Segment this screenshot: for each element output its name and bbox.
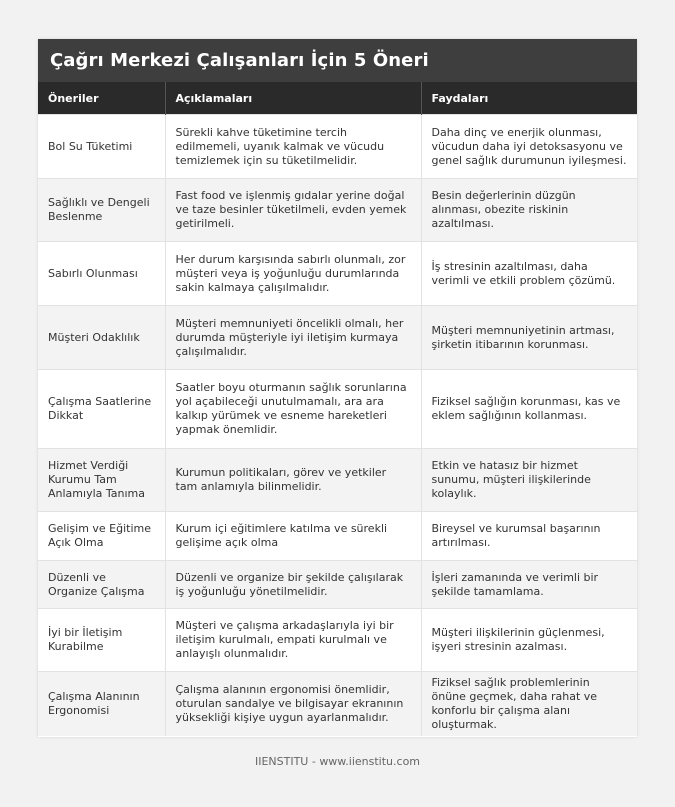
table-row — [38, 179, 637, 242]
cell-oneri: Sabırlı Olunması — [38, 242, 165, 306]
table-row — [38, 672, 637, 736]
cell-oneri: Hizmet Verdiği Kurumu Tam Anlamıyla Tanıma — [38, 449, 165, 512]
cell-aciklama: Kurum içi eğitimlere katılma ve sürekli gelişime açık olma — [165, 512, 421, 561]
cell-fayda: Etkin ve hatasız bir hizmet sunumu, müşteri ilişkilerinde kolaylık. — [421, 449, 637, 512]
cell-oneri: Çalışma Saatlerine Dikkat — [38, 370, 165, 449]
cell-aciklama: Her durum karşısında sabırlı olunmalı, zor müşteri veya iş yoğunluğu durumlarında sakin kalmaya çalışılmalıdır. — [165, 242, 421, 306]
table-row — [38, 370, 637, 449]
cell-oneri: Bol Su Tüketimi — [38, 115, 165, 179]
table-row — [38, 609, 637, 672]
cell-fayda: İş stresinin azaltılması, daha verimli ve etkili problem çözümü. — [421, 242, 637, 306]
table-row — [38, 306, 637, 370]
cell-fayda: Besin değerlerinin düzgün alınması, obezite riskinin azaltılması. — [421, 179, 637, 242]
table-row — [38, 449, 637, 512]
recommendations-table — [38, 82, 637, 736]
cell-fayda: İşleri zamanında ve verimli bir şekilde tamamlama. — [421, 561, 637, 609]
cell-aciklama: Düzenli ve organize bir şekilde çalışılarak iş yoğunluğu yönetilmelidir. — [165, 561, 421, 609]
content-card — [38, 39, 637, 737]
cell-oneri: Sağlıklı ve Dengeli Beslenme — [38, 179, 165, 242]
cell-oneri: Gelişim ve Eğitime Açık Olma — [38, 512, 165, 561]
cell-fayda: Daha dinç ve enerjik olunması, vücudun daha iyi detoksasyonu ve genel sağlık durumunun iyileşmesi. — [421, 115, 637, 179]
cell-fayda: Fiziksel sağlık problemlerinin önüne geçmek, daha rahat ve konforlu bir çalışma alanı oluşturmak. — [421, 672, 637, 736]
cell-aciklama: Sürekli kahve tüketimine tercih edilmemeli, uyanık kalmak ve vücudu temizlemek için su tüketilmelidir. — [165, 115, 421, 179]
table-row — [38, 242, 637, 306]
page-title: Çağrı Merkezi Çalışanları İçin 5 Öneri — [38, 39, 637, 82]
cell-fayda: Müşteri memnuniyetinin artması, şirketin itibarının korunması. — [421, 306, 637, 370]
header-faydalari: Faydaları — [421, 82, 637, 115]
table-row — [38, 561, 637, 609]
header-oneriler: Öneriler — [38, 82, 165, 115]
table-row — [38, 512, 637, 561]
header-aciklamalari: Açıklamaları — [165, 82, 421, 115]
cell-fayda: Müşteri ilişkilerinin güçlenmesi, işyeri stresinin azalması. — [421, 609, 637, 672]
cell-aciklama: Çalışma alanının ergonomisi önemlidir, oturulan sandalye ve bilgisayar ekranının yüksekliği kişiye uygun ayarlanmalıdır. — [165, 672, 421, 736]
cell-fayda: Fiziksel sağlığın korunması, kas ve eklem sağlığının kollanması. — [421, 370, 637, 449]
table-row — [38, 115, 637, 179]
cell-fayda: Bireysel ve kurumsal başarının artırılması. — [421, 512, 637, 561]
cell-oneri: Müşteri Odaklılık — [38, 306, 165, 370]
cell-oneri: Düzenli ve Organize Çalışma — [38, 561, 165, 609]
cell-aciklama: Kurumun politikaları, görev ve yetkiler tam anlamıyla bilinmelidir. — [165, 449, 421, 512]
footer-credit: IIENSTITU - www.iienstitu.com — [254, 755, 421, 768]
cell-aciklama: Saatler boyu oturmanın sağlık sorunlarına yol açabileceği unutulmamalı, ara ara kalkıp yürümek ve esneme hareketleri yapmak önemlidir. — [165, 370, 421, 449]
cell-aciklama: Fast food ve işlenmiş gıdalar yerine doğal ve taze besinler tüketilmeli, evden yemek getirilmeli. — [165, 179, 421, 242]
cell-aciklama: Müşteri ve çalışma arkadaşlarıyla iyi bir iletişim kurulmalı, empati kurulmalı ve anlayışlı olunmalıdır. — [165, 609, 421, 672]
cell-oneri: Çalışma Alanının Ergonomisi — [38, 672, 165, 736]
cell-aciklama: Müşteri memnuniyeti öncelikli olmalı, her durumda müşteriyle iyi iletişim kurmaya çalışılmalıdır. — [165, 306, 421, 370]
cell-oneri: İyi bir İletişim Kurabilme — [38, 609, 165, 672]
table-header-row — [38, 82, 637, 115]
